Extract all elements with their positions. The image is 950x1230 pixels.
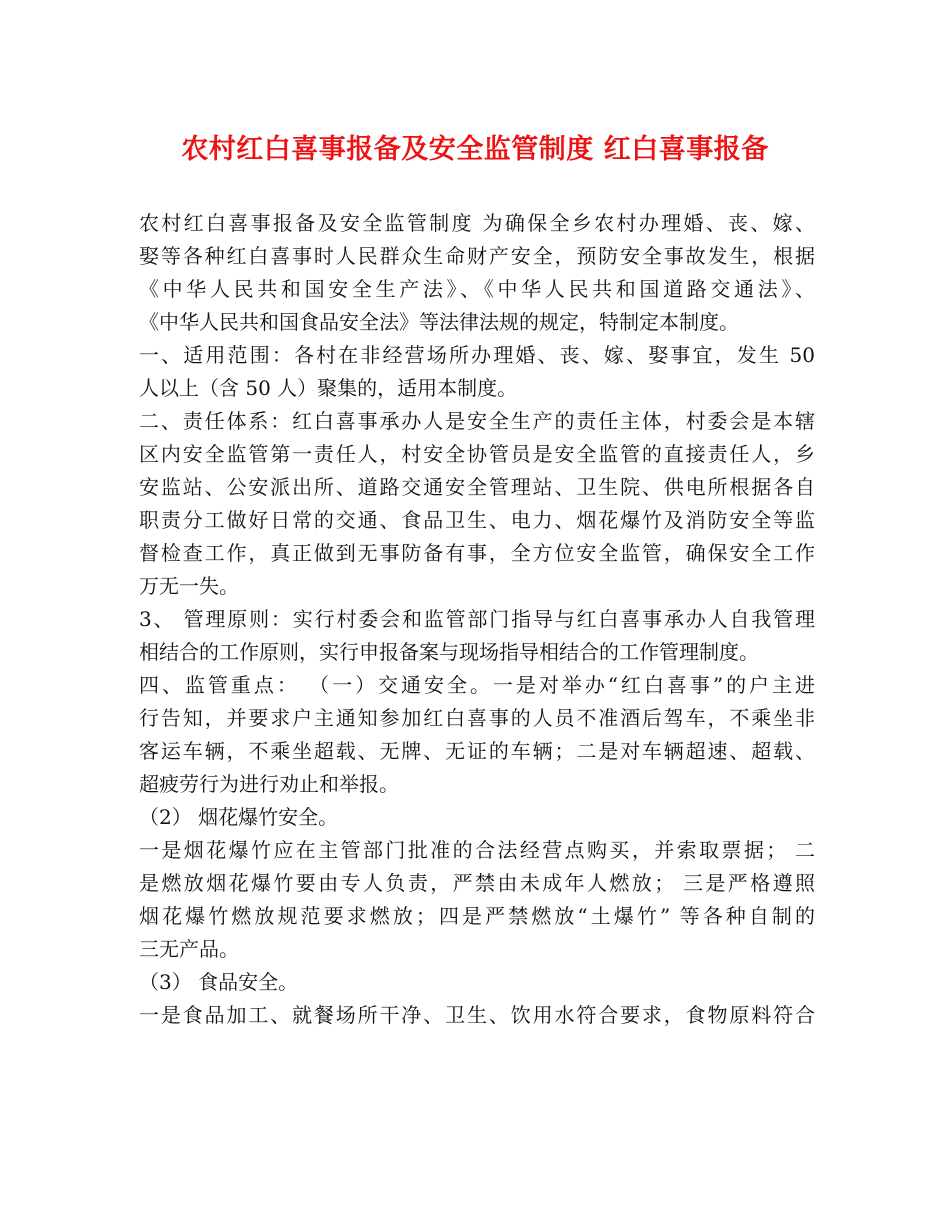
paragraph-line: 3、 管理原则：实行村委会和监管部门指导与红白喜事承办人自我管理 bbox=[139, 607, 815, 631]
document-body bbox=[139, 207, 815, 1032]
paragraph-line: （3） 食品安全。 bbox=[139, 970, 299, 994]
paragraph-line: 行告知，并要求户主通知参加红白喜事的人员不准酒后驾车，不乘坐非 bbox=[139, 706, 815, 730]
paragraph-line: 一、适用范围：各村在非经营场所办理婚、丧、嫁、娶事宜，发生 50 bbox=[139, 343, 815, 367]
paragraph-line: 客运车辆，不乘坐超载、无牌、无证的车辆；二是对车辆超速、超载、 bbox=[139, 739, 815, 763]
paragraph-line: 娶等各种红白喜事时人民群众生命财产安全，预防安全事故发生，根据 bbox=[139, 244, 815, 268]
paragraph-line: 四、监管重点： （一）交通安全。一是对举办“红白喜事”的户主进 bbox=[139, 673, 815, 697]
paragraph-line: 二、责任体系：红白喜事承办人是安全生产的责任主体，村委会是本辖 bbox=[139, 409, 815, 433]
paragraph-line: 《中华人民共和国安全生产法》、《中华人民共和国道路交通法》、 bbox=[139, 277, 815, 301]
paragraph-line: 区内安全监管第一责任人，村安全协管员是安全监管的直接责任人，乡 bbox=[139, 442, 815, 466]
paragraph-line: （2） 烟花爆竹安全。 bbox=[139, 805, 339, 829]
page-title: 农村红白喜事报备及安全监管制度 红白喜事报备 bbox=[181, 134, 769, 165]
paragraph-line: 《中华人民共和国食品安全法》等法律法规的规定，特制定本制度。 bbox=[139, 310, 739, 334]
paragraph-line: 超疲劳行为进行劝止和举报。 bbox=[139, 772, 399, 796]
paragraph-line: 三无产品。 bbox=[139, 937, 239, 961]
paragraph-line: 职责分工做好日常的交通、食品卫生、电力、烟花爆竹及消防安全等监 bbox=[139, 508, 815, 532]
paragraph-line: 一是食品加工、就餐场所干净、卫生、饮用水符合要求，食物原料符合 bbox=[139, 1003, 815, 1027]
paragraph-line: 安监站、公安派出所、道路交通安全管理站、卫生院、供电所根据各自 bbox=[139, 475, 815, 499]
paragraph-line: 督检查工作，真正做到无事防备有事，全方位安全监管，确保安全工作 bbox=[139, 541, 815, 565]
paragraph-line: 是燃放烟花爆竹要由专人负责，严禁由未成年人燃放； 三是严格遵照 bbox=[139, 871, 815, 895]
paragraph-line: 烟花爆竹燃放规范要求燃放；四是严禁燃放“土爆竹” 等各种自制的 bbox=[139, 904, 815, 928]
paragraph-line: 农村红白喜事报备及安全监管制度 为确保全乡农村办理婚、丧、嫁、 bbox=[139, 211, 815, 235]
paragraph-line: 相结合的工作原则，实行申报备案与现场指导相结合的工作管理制度。 bbox=[139, 640, 759, 664]
paragraph-line: 人以上（含 50 人）聚集的，适用本制度。 bbox=[139, 376, 518, 400]
paragraph-line: 万无一失。 bbox=[139, 574, 239, 598]
paragraph-line: 一是烟花爆竹应在主管部门批准的合法经营点购买，并索取票据； 二 bbox=[139, 838, 815, 862]
